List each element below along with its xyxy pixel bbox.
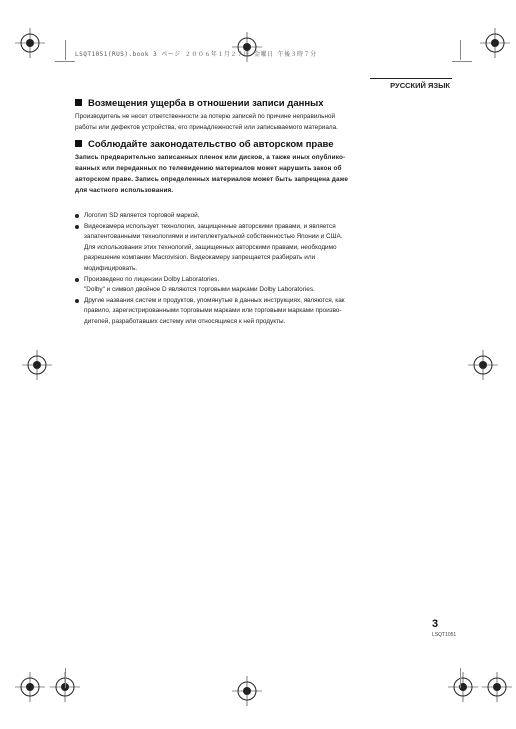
registration-mark-icon [482,672,512,702]
trademark-notes-list [75,211,445,328]
list-item: Произведено по лицензии Dolby Laboratories. "Dolby" и символ двойное D являются торговыми марками Dolby Laboratories. [75,275,445,296]
page-number: 3 [432,618,439,630]
document-code: LSQT1051 [432,632,457,638]
trim-line [65,668,66,688]
registration-mark-icon [15,672,45,702]
trim-line [452,61,472,62]
language-label: РУССКИЙ ЯЗЫК [390,81,450,90]
list-item: Видеокамера использует технологии, защищенные авторскими правами, и является запатентованными технологиями и интеллектуальной собственностью Японии и США. Для использования этих технологий, защищенных авторскими правами, необходимо разрешение компании Macrovision. Видеокамеру запрещается разбирать или модифицировать. [75,222,445,275]
bullet-dot-icon [75,278,79,282]
trim-line [65,40,66,60]
section-title-damages: Возмещения ущерба в отношении записи данных [75,98,323,109]
print-header-line: LSQT1051(RUS).book 3 ページ ２００６年１月２７日 金曜日 午後３時７分 [75,51,317,58]
language-badge [370,78,452,93]
registration-mark-icon [15,28,45,58]
trim-line [55,61,75,62]
trim-line [460,668,461,688]
registration-mark-icon [468,350,498,380]
section-body-damages: Производитель не несет ответственности за потерю записей по причине неправильной работы или дефектов устройства, его принадлежностей или записываемого материала. [75,113,338,131]
section-title-copyright: Соблюдайте законодательство об авторском праве [75,139,334,150]
registration-mark-icon [22,350,52,380]
registration-mark-icon [232,676,262,706]
bullet-dot-icon [75,225,79,229]
square-bullet-icon [75,99,82,106]
list-item: Другие названия систем и продуктов, упомянутые в данных инструкциях, являются, как правило, зарегистрированными торговыми марками или торговыми марками произво- дителей, разработавших систему или относящиеся к ней продукты. [75,296,445,328]
list-item: Логотип SD является торговой маркой. [75,211,445,222]
bullet-dot-icon [75,299,79,303]
section-body-copyright: Запись предварительно записанных пленок или дисков, а также иных опублико- ванных или переданных по телевидению материалов может нарушить закон об авторском праве. Запись определенных материалов может быть запрещена даже для частного использования. [75,154,349,194]
registration-mark-icon [448,672,478,702]
trim-line [460,40,461,60]
square-bullet-icon [75,140,82,147]
bullet-dot-icon [75,214,79,218]
registration-mark-icon [480,28,510,58]
